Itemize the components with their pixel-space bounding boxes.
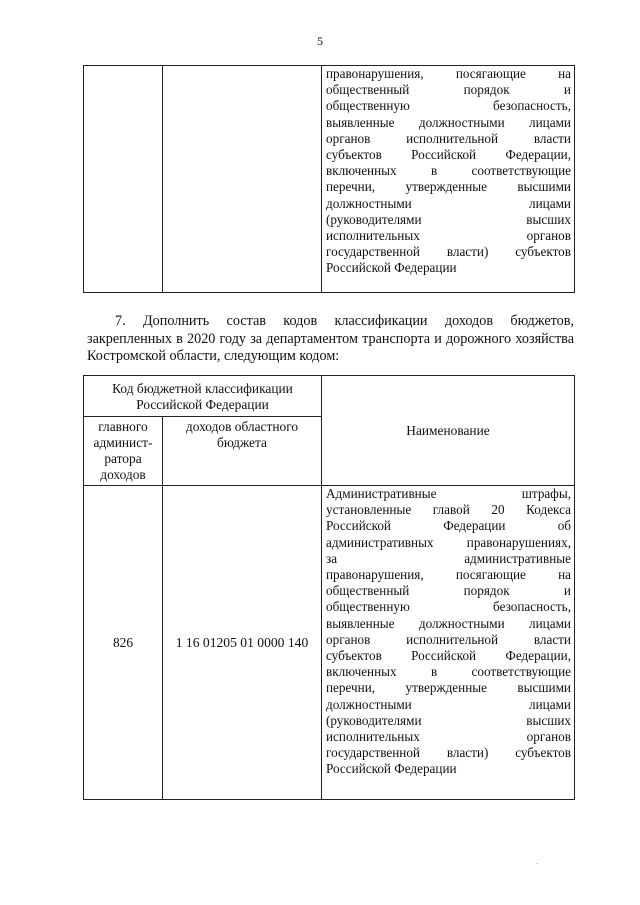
text-line: правонарушения, посягающие на — [326, 66, 571, 81]
text-line: правонарушения, посягающие на — [326, 567, 571, 583]
header-main-administrator: главного админист-ратора доходов — [84, 417, 163, 486]
text-line: должностными лицами — [326, 195, 571, 211]
text-line: субъектов Российской Федерации, — [326, 147, 571, 163]
text-line: установленные главой 20 Кодекса — [326, 502, 571, 518]
text-line: государственной власти) субъектов — [326, 244, 571, 260]
cell-revenue-code: 1 16 01205 01 0000 140 — [163, 486, 322, 800]
text-line: Российской Федерации — [326, 260, 457, 276]
table-cell-description — [322, 66, 575, 293]
text-line: выявленные должностными лицами — [326, 114, 571, 130]
text-line: (руководителями высших — [326, 211, 571, 227]
text-line: включенных в соответствующие — [326, 664, 571, 680]
text-line: Административные штрафы, — [326, 486, 571, 501]
description-text — [322, 66, 574, 277]
text-line: исполнительных органов — [326, 228, 571, 244]
text-line: должностными лицами — [326, 696, 571, 712]
text-line: органов исполнительной власти — [326, 130, 571, 146]
text-line: общественную безопасность, — [326, 599, 571, 615]
text-line: Российской Федерации об — [326, 518, 571, 534]
text-line: субъектов Российской Федерации, — [326, 648, 571, 664]
header-code-classification: Код бюджетной классификации Российской Федерации — [84, 376, 322, 417]
table-row — [84, 66, 575, 293]
table-cell-empty-1 — [84, 66, 163, 293]
amendment-paragraph-text: 7. Дополнить состав кодов классификации доходов бюджетов, закрепленных в 2020 году за департаментом транспорта и дорожного хозяйства Костромской области, следующим кодом: — [87, 313, 574, 364]
text-line: перечни, утвержденные высшими — [326, 680, 571, 696]
text-line: общественный порядок и — [326, 583, 571, 599]
text-line: выявленные должностными лицами — [326, 615, 571, 631]
text-line: (руководителями высших — [326, 712, 571, 728]
table-cell-empty-2 — [163, 66, 322, 293]
header-regional-revenue: доходов областного бюджета — [163, 417, 322, 486]
text-line: органов исполнительной власти — [326, 631, 571, 647]
cell-administrator-code: 826 — [84, 486, 163, 800]
classification-table — [83, 375, 575, 800]
amendment-paragraph — [87, 313, 574, 366]
page-number: 5 — [317, 34, 323, 48]
header-name: Наименование — [322, 376, 575, 486]
text-line: Российской Федерации — [326, 761, 457, 777]
text-line: за административные — [326, 550, 571, 566]
text-line: общественную безопасность, — [326, 98, 571, 114]
scan-mark: . — [536, 856, 539, 866]
text-line: общественный порядок и — [326, 82, 571, 98]
text-line: государственной власти) субъектов — [326, 745, 571, 761]
cell-name — [322, 486, 575, 800]
continued-table — [83, 65, 575, 293]
text-line: административных правонарушениях, — [326, 534, 571, 550]
table-header-row — [84, 376, 575, 417]
text-line: перечни, утвержденные высшими — [326, 179, 571, 195]
name-text — [322, 486, 574, 778]
text-line: исполнительных органов — [326, 729, 571, 745]
text-line: включенных в соответствующие — [326, 163, 571, 179]
table-row — [84, 486, 575, 800]
